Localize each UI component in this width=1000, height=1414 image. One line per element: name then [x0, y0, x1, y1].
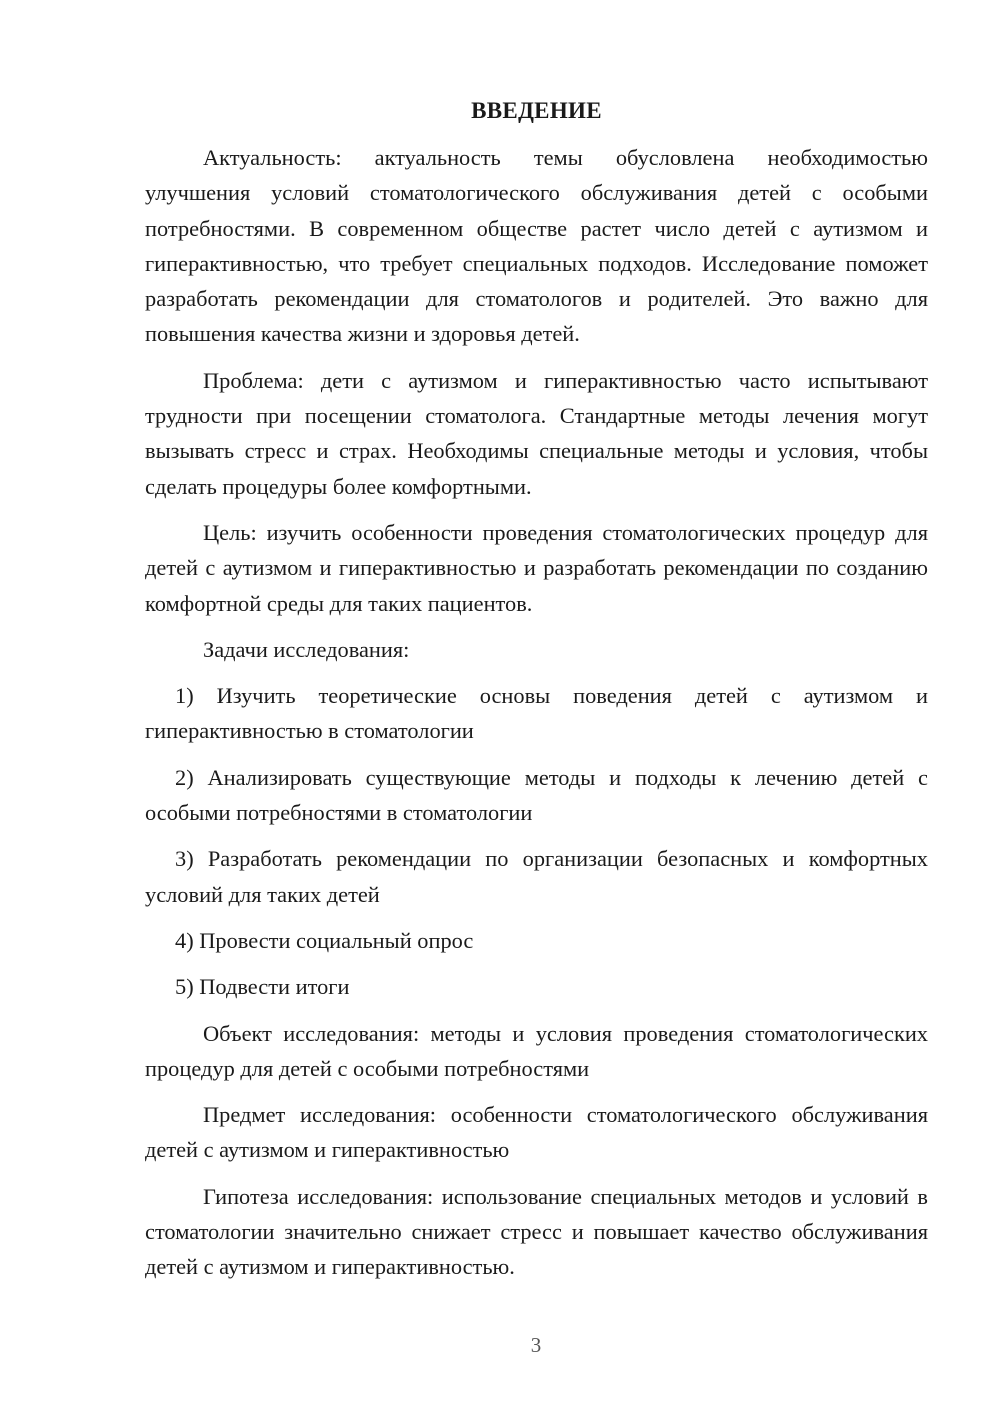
paragraph-relevance: Актуальность: актуальность темы обусловлена необходимостью улучшения условий стоматологического обслуживания детей с особыми потребностями. В современном обществе растет число детей с аутизмом и гиперактивностью, что требует специальных подходов. Исследование поможет разработать рекомендации для стоматологов и родителей. Это важно для повышения качества жизни и здоровья детей. [145, 145, 928, 347]
paragraph-object: Объект исследования: методы и условия проведения стоматологических процедур для детей с особыми потребностями [145, 1020, 928, 1081]
list-item-task-4: 4) Провести социальный опрос [175, 927, 474, 953]
list-item-task-5: 5) Подвести итоги [175, 974, 350, 1000]
paragraph-subject: Предмет исследования: особенности стоматологического обслуживания детей с аутизмом и гиперактивностью [145, 1102, 928, 1163]
list-item-task-1: 1) Изучить теоретические основы поведения детей с аутизмом и гиперактивностью в стоматологии [145, 683, 928, 744]
paragraph-goal: Цель: изучить особенности проведения стоматологических процедур для детей с аутизмом и гиперактивностью и разработать рекомендации по созданию комфортной среды для таких пациентов. [145, 519, 928, 616]
page-number: 3 [530, 1333, 542, 1357]
list-item-task-2: 2) Анализировать существующие методы и подходы к лечению детей с особыми потребностями в стоматологии [145, 764, 928, 826]
section-heading: ВВЕДЕНИЕ [471, 98, 602, 123]
paragraph-problem: Проблема: дети с аутизмом и гиперактивностью часто испытывают трудности при посещении стоматолога. Стандартные методы лечения могут вызывать стресс и страх. Необходимы специальные методы и условия, чтобы сделать процедуры более комфортными. [145, 367, 928, 499]
list-item-task-3: 3) Разработать рекомендации по организации безопасных и комфортных условий для таких детей [145, 846, 928, 907]
paragraph-hypothesis: Гипотеза исследования: использование специальных методов и условий в стоматологии значительно снижает стресс и повышает качество обслуживания детей с аутизмом и гиперактивностью. [145, 1183, 928, 1280]
tasks-title: Задачи исследования: [203, 636, 410, 662]
document-page [145, 96, 928, 1296]
